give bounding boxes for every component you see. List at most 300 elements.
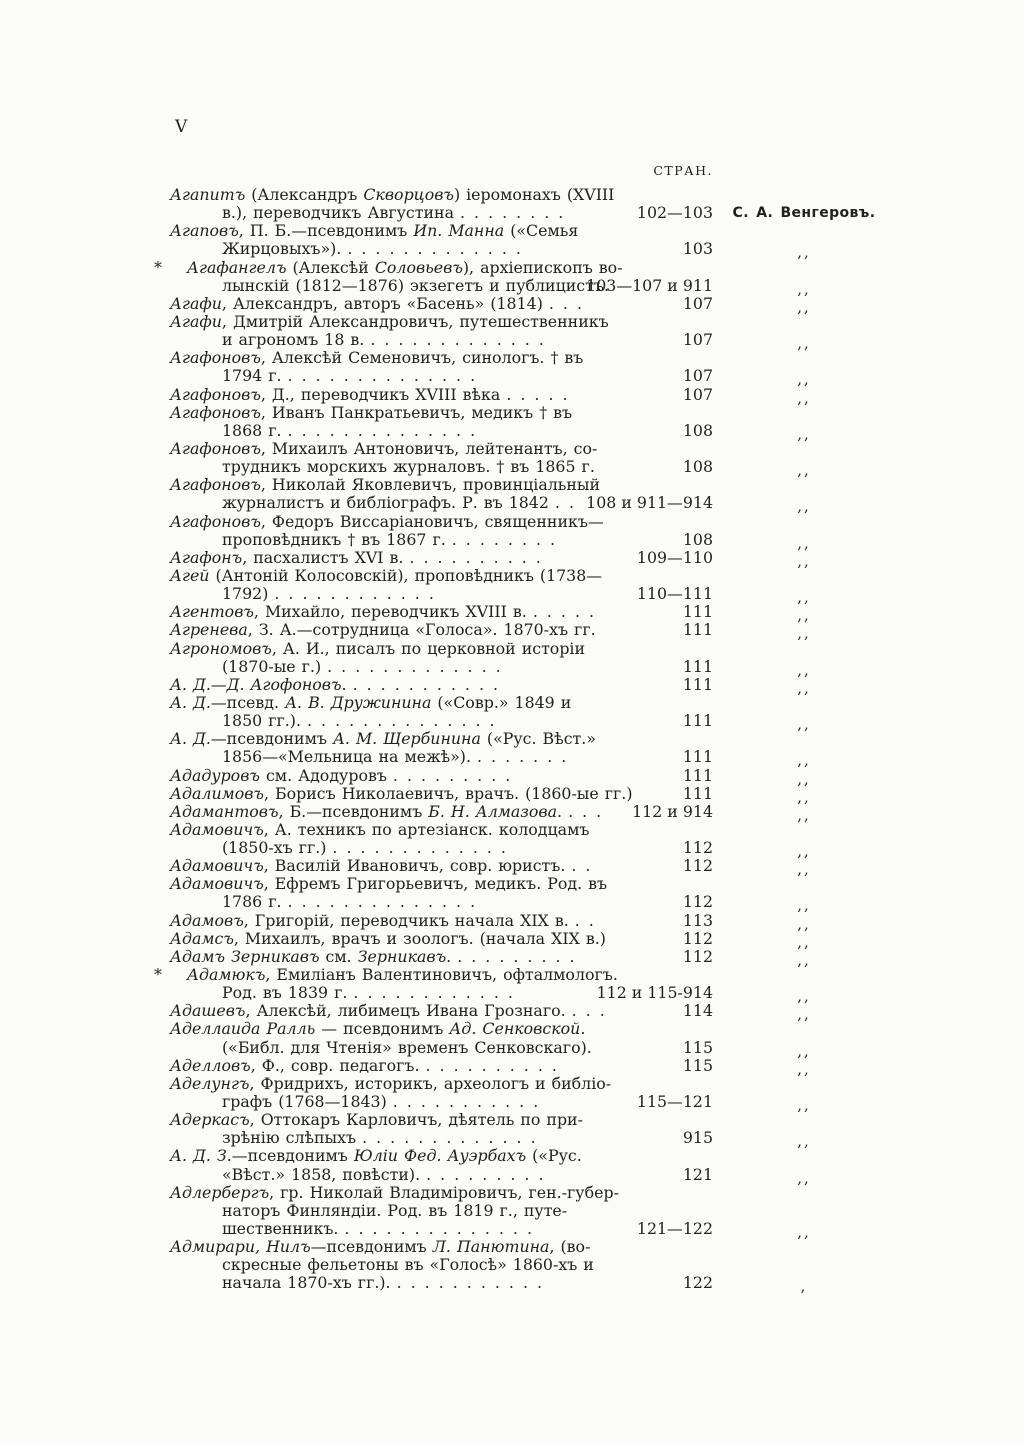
entry-line [0,275,1024,298]
entry-headword-italic: А. М. Щербинина [332,729,481,749]
entry-text-segment: (Александръ [245,185,364,204]
entry-text-segment: , пасхалистъ XVI в. [242,547,404,567]
ditto-mark: ,, [797,606,811,625]
entry-headword-italic: Адамовичъ [170,874,264,894]
entry-text [170,875,607,893]
page-number: 107 [682,384,713,404]
entry-headword-italic: А. Д. [170,729,211,749]
entry-headword-italic: Ад. Сенковской [449,1019,581,1039]
leader-dots: . . . . . [506,384,568,404]
entry-line [0,1164,1024,1187]
entry-headword-italic: Адмирари, Нилъ [170,1237,311,1257]
entry-text-segment: , Федоръ Виссаріановичъ, священникъ— [260,511,604,531]
leader-dots: . . . . . . . . . [426,1164,544,1184]
entry-line [0,349,1024,367]
entry-line [0,928,1024,951]
entry-line [0,1147,1024,1165]
entry-headword-italic: Л. Панютина [432,1237,550,1257]
entry-text-segment: Жирцовыхъ»). [222,239,342,259]
page-number: 108 [682,420,713,440]
leader-dots: . . . . . . . . . . . . . [362,1128,536,1148]
entry-headword-italic: Соловьевъ [374,257,463,277]
ditto-mark: ,, [797,769,811,788]
entry-headword-italic: Агафоновъ [170,511,261,531]
entry-headword-italic: Адалимовъ [170,783,264,803]
ditto-mark: ,, [797,805,811,824]
leader-dots: . . . . . . . . . . . [396,1273,543,1293]
entry-line [0,783,1024,806]
leader-dots: . . . . . . . . . . . . [274,584,434,604]
entry-text [222,204,563,222]
entry-text-segment: — [210,674,227,694]
entry-text [170,821,589,839]
pages-column-header: СТРАН. [653,163,713,178]
entry-line [0,1184,1024,1202]
entry-line [0,186,1024,204]
entry-text-segment: и агрономъ 18 в. [222,330,365,350]
entry-text [222,331,544,349]
entry-text-segment: , Михаилъ Антоновичъ, лейтенантъ, со- [260,438,598,458]
entry-text [170,730,596,748]
entry-text [222,240,521,258]
entry-text-segment: 1868 г. [222,420,282,440]
entry-text [222,1220,532,1238]
entry-headword-italic: Скворцовъ [363,185,454,204]
ditto-mark: ,, [797,932,811,951]
entry-text [170,313,609,331]
leader-dots: . . [571,856,591,876]
entry-text [170,295,582,313]
page-number: 109—110 [636,547,713,567]
entry-headword-italic: Адлербергъ [170,1182,270,1202]
leader-dots: . . . . . . . . . . . . . . [306,711,495,731]
entry-line [0,801,1024,824]
entry-text-segment: («Семья [504,221,579,241]
entry-text-segment: 1786 г. [222,892,282,912]
entry-headword-italic: Аделунгъ [170,1073,250,1093]
entry-headword-italic: Юліи Фед. Ауэрбахъ [353,1146,527,1166]
ditto-mark: ,, [797,1168,811,1187]
author-attribution: С. А. Венгеровъ. [732,205,876,222]
entry-text-segment: (Алексѣй [286,257,375,277]
entry-line [0,1128,1024,1151]
entry-line [0,293,1024,316]
page-number: 111 [682,656,713,676]
entry-text-segment: , З. А.—сотрудница «Голоса». 1870-хъ гг. [247,620,596,640]
page-number: 115 [682,1055,713,1075]
entry-text [170,1075,611,1093]
leader-dots: . . . [568,801,602,821]
entry-line [0,821,1024,839]
entry-text [170,912,594,930]
entry-line [0,440,1024,458]
entry-line [0,1055,1024,1078]
page-number: 111 [682,674,713,694]
entry-text [222,893,475,911]
page-number: 108 [682,529,713,549]
entry-text [222,585,434,603]
entry-text-segment: , Ф., совр. педагогъ. [250,1055,420,1075]
entry-text-segment: , Д., переводчикъ XVIII вѣка [260,384,501,404]
page-number: 111 [682,765,713,785]
entry-text-segment: («Библ. для Чтенія» временъ Сенковскаго). [222,1037,592,1057]
entry-line [0,222,1024,240]
ditto-mark: ,, [797,424,811,443]
page-number: 113 [682,910,713,930]
entry-headword-italic: Аделлаида Ралль [170,1019,316,1039]
entry-line [0,1020,1024,1038]
entry-headword-italic: Зерникавъ [357,946,447,966]
entry-line [0,1111,1024,1129]
entry-line [0,674,1024,697]
page-number: 112 [682,892,713,912]
entry-text [222,658,501,676]
entry-text [222,458,595,476]
ditto-mark: ,, [797,497,811,516]
page-number: 103 [682,239,713,259]
page-number: 112 и 914 [632,801,713,821]
entry-line [0,694,1024,712]
entry-text-segment: . [446,946,452,966]
page-number: 115 [682,1037,713,1057]
entry-line [0,476,1024,494]
page-number: 111 [682,711,713,731]
entry-headword-italic: Адамюкъ [187,965,266,985]
entry-headword-italic: Адамсъ [170,928,234,948]
entry-star-marker: * [154,257,162,277]
page-number: 111 [682,747,713,767]
page-number: 121—122 [636,1219,713,1239]
entry-text [222,1093,538,1111]
entry-text-segment: , Алексѣй Семеновичъ, синологъ. † въ [260,348,584,368]
entry-text [170,404,572,422]
leader-dots: . . . . . . . . . . . . . [347,239,521,259]
entry-text-segment: проповѣдникъ † въ 1867 г. [222,529,446,549]
ditto-mark: ,, [797,1132,811,1151]
entry-text [170,513,604,531]
page-number: 915 [682,1128,713,1148]
entry-text-segment: «Вѣст.» 1858, повѣсти). [222,1164,421,1184]
entry-text-segment: см. Адодуровъ [259,765,387,785]
entry-text-segment: ) іеромонахъ (XVIII [453,185,615,204]
entry-text [170,549,541,567]
page-number: 111 [682,620,713,640]
entry-text [222,531,555,549]
entry-text [170,1057,557,1075]
entry-text [170,948,575,966]
entry-headword-italic: А. Д. [170,674,211,694]
entry-text-segment: , Емиліанъ Валентиновичъ, офталмологъ. [265,965,618,985]
entry-text [222,712,495,730]
page-number: 121 [682,1164,713,1184]
ditto-mark: ,, [797,388,811,407]
entry-headword-italic: Д. Агофоновъ [226,674,342,694]
entry-line [0,875,1024,893]
entry-headword-italic: Ип. Манна [413,221,505,241]
ditto-mark: ,, [797,1059,811,1078]
ditto-mark: ,, [797,787,811,806]
entry-text [222,494,574,512]
entry-line [0,529,1024,552]
ditto-mark: ,, [797,896,811,915]
ditto-mark: ,, [797,551,811,570]
ditto-mark: ,, [797,751,811,770]
entry-text [170,1147,582,1165]
entry-line [0,765,1024,788]
ditto-mark: ,, [797,1223,811,1242]
entry-text [170,1002,605,1020]
ditto-mark: ,, [797,715,811,734]
entry-text-segment: , А. техникъ по артезіанск. колодцамъ [263,819,590,839]
ditto-mark: ,, [797,461,811,480]
entry-headword-italic: Адамовъ [170,910,244,930]
entry-star-marker: * [154,965,162,985]
entry-line [0,983,1024,1006]
page-number: 112 и 115-914 [596,983,713,1003]
entry-text [170,694,571,712]
entry-text [222,367,475,385]
entry-headword-italic: Агапитъ [170,185,246,204]
entry-text-segment: , П. Б.—псевдонимъ [238,221,414,241]
entry-text [170,640,585,658]
ditto-mark: ,, [797,987,811,1006]
leader-dots: . . . . . . . . . . . [352,674,499,694]
entry-text [222,984,513,1002]
entry-text-segment: , Александръ, авторъ «Басень» (1814) [221,293,543,313]
entry-text-segment: — псевдонимъ [315,1019,450,1039]
page-number: 111 [682,783,713,803]
entry-text-segment: , Алексѣй, либимецъ Ивана Грознаго. [245,1001,566,1021]
entry-text [222,1274,542,1292]
entry-text-segment: трудникъ морскихъ журналовъ. † въ 1865 г. [222,457,595,477]
entry-headword-italic: Агафи [170,311,222,331]
page-number: 110—111 [636,584,713,604]
entry-headword-italic: Агаповъ [170,221,239,241]
ditto-mark: ,, [797,533,811,552]
entry-line [0,1256,1024,1274]
entry-text-segment: —псевдонимъ [310,1237,433,1257]
leader-dots: . . [574,910,594,930]
entry-line [0,910,1024,933]
entry-text-segment: , Николай Яковлевичъ, провинціальный [260,475,600,495]
entry-line [0,330,1024,353]
entry-headword-italic: Агафоновъ [170,348,261,368]
entry-line [0,404,1024,422]
entry-line [0,420,1024,443]
entry-text [170,803,601,821]
entry-text-segment: , Фридрихъ, историкъ, археологъ и библіо- [249,1073,612,1093]
entry-text [170,186,614,204]
ditto-mark: ,, [797,914,811,933]
entry-line [0,313,1024,331]
entry-text-segment: , Ефремъ Григорьевичъ, медикъ. Род. въ [263,874,608,894]
entry-text [222,1256,594,1274]
leader-dots: . . . . . . . . . . . . . . [287,420,476,440]
entry-text-segment: ), архіепископъ во- [462,257,623,277]
ditto-mark: ,, [797,334,811,353]
entry-text [170,567,602,585]
entry-text-segment: , гр. Николай Владиміровичъ, ген.-губер- [269,1182,619,1202]
entry-text-segment: начала 1870-хъ гг.). [222,1273,391,1293]
entry-text-segment: лынскій (1812—1876) экзегетъ и публицистъ. [222,275,609,295]
entry-line [0,239,1024,262]
entry-line [0,656,1024,679]
entry-text-segment: , А. И., писалъ по церковной исторіи [271,638,586,658]
entry-text-segment: , Михаилъ, врачъ и зоологъ. (начала XIX в.) [233,928,606,948]
page-number: 108 [682,457,713,477]
entry-line [0,384,1024,407]
leader-dots: . . . . . . . . [460,203,564,223]
entry-line [0,602,1024,625]
entry-text-segment: , (во- [549,1237,591,1257]
entry-text [170,857,590,875]
entry-line [0,856,1024,879]
entry-text [222,839,506,857]
entry-headword-italic: Агафоновъ [170,438,261,458]
entry-text-segment: , Иванъ Панкратьевичъ, медикъ † въ [260,402,573,422]
page-number: 112 [682,946,713,966]
entry-text-segment: в.), переводчикъ Августина [222,203,454,223]
entry-line [0,457,1024,480]
entry-line [0,547,1024,570]
entry-text-segment: («Совр.» 1849 и [431,692,572,712]
entry-headword-italic: А. Д. З. [170,1146,232,1166]
entry-text-segment: 1794 г. [222,366,282,386]
entry-line [0,204,1024,222]
entry-text-segment: , Б.—псевдонимъ [278,801,429,821]
entry-text [187,259,623,277]
entry-headword-italic: А. Д. [170,692,211,712]
entry-line [0,1001,1024,1024]
entry-text [170,1111,583,1129]
entry-text-segment: («Рус. [526,1146,582,1166]
entry-text-segment: —псевдонимъ [210,729,333,749]
page-number: 112 [682,838,713,858]
entry-text [170,476,600,494]
entry-text [222,422,475,440]
entry-text [170,676,498,694]
leader-dots: . . . . . . . . . . . . . [332,838,506,858]
entry-text [170,621,596,639]
page-number: 107 [682,330,713,350]
entry-line [0,892,1024,915]
leader-dots: . . . . . . . . . . . . . . [287,366,476,386]
entry-text-segment: , Оттокаръ Карловичъ, дѣятель по при- [249,1110,583,1130]
leader-dots: . . . . . . . . . . . . . . [287,892,476,912]
leader-dots: . . . . . . . . . [392,765,511,785]
page-number: 112 [682,856,713,876]
entry-text [170,222,578,240]
entry-text [170,440,597,458]
ditto-mark: ,, [797,588,811,607]
entry-text [170,1184,619,1202]
ditto-mark: ,, [797,1096,811,1115]
entry-text-segment: 1850 гг.). [222,711,301,731]
entry-line [0,259,1024,277]
entry-line [0,1219,1024,1242]
entry-text-segment: зрѣнію слѣпыхъ [222,1128,357,1148]
leader-dots: . . . . . . . . . . . . . [370,330,544,350]
entry-text [170,1020,585,1038]
entry-line [0,966,1024,984]
entry-line [0,730,1024,748]
entry-line [0,1092,1024,1115]
folio-number: V [175,117,189,137]
entry-line [0,711,1024,734]
entry-headword-italic: А. В. Дружинина [285,692,432,712]
ditto-mark: ,, [797,1041,811,1060]
page-number: 103—107 и 911 [586,275,713,295]
entry-text [222,1166,543,1184]
page-number: 114 [682,1001,713,1021]
entry-headword-italic: Адеркасъ [170,1110,250,1130]
page-number: 108 и 911—914 [586,493,713,513]
entry-text-segment: Род. въ 1839 г. [222,983,348,1003]
entry-text [170,349,583,367]
entry-text [222,1129,536,1147]
entry-headword-italic: Адамъ Зерникавъ [170,946,320,966]
entry-text [170,386,568,404]
entry-text-segment: . [580,1019,586,1039]
page-number: 107 [682,293,713,313]
leader-dots: . . . . . . . . [451,529,556,549]
entry-text [222,748,566,766]
ditto-mark: ,, [797,660,811,679]
entry-line [0,946,1024,969]
entry-text [222,1202,567,1220]
page-number: 115—121 [636,1092,713,1112]
entry-text [170,767,510,785]
leader-dots: . . . . . . . [477,747,567,767]
entry-headword-italic: Агей [170,565,210,585]
entry-line [0,620,1024,643]
entry-line [0,747,1024,770]
entry-line [0,493,1024,516]
entry-text-segment: , Борисъ Николаевичъ, врачъ. (1860-ые гг.) [263,783,633,803]
entry-headword-italic: Ададуровъ [170,765,260,785]
leader-dots: . . . [571,1001,605,1021]
leader-dots: . . . . . . . . . . . . . . [344,1219,532,1239]
ditto-mark: ,, [797,243,811,262]
page-number: 112 [682,928,713,948]
entry-headword-italic: Агрономовъ [170,638,272,658]
entry-text-segment: скресные фельетоны въ «Голосѣ» 1860-хъ и [222,1255,594,1275]
entry-headword-italic: Адамовичъ [170,856,264,876]
entry-text-segment: , Григорій, переводчикъ начала XIX в. [243,910,569,930]
entry-headword-italic: Аделловъ [170,1055,251,1075]
entry-text-segment: графъ (1768—1843) [222,1092,387,1112]
ditto-mark: ,, [797,370,811,389]
ditto-mark: ,, [797,1005,811,1024]
entry-line [0,1202,1024,1220]
entry-text-segment: (Антоній Колосовскій), проповѣдникъ (1738— [209,565,603,585]
entry-text-segment: шественникъ. [222,1219,339,1239]
entry-headword-italic: Агафоновъ [170,402,261,422]
entry-text-segment: («Рус. Вѣст.» [480,729,596,749]
page-number: 122 [682,1273,713,1293]
leader-dots: . . . . . . . . . . . . [353,983,513,1003]
page-number: 111 [682,602,713,622]
ditto-mark: ,, [797,842,811,861]
entry-text [170,930,606,948]
leader-dots: . . . . . . . . . . . . . [327,656,501,676]
entry-text [170,1238,590,1256]
entry-text-segment: (1850-хъ гг.) [222,838,327,858]
leader-dots: . . . . . . . . . . . [392,1092,539,1112]
entry-line [0,366,1024,389]
entry-headword-italic: Адашевъ [170,1001,246,1021]
ditto-mark: ,, [797,624,811,643]
